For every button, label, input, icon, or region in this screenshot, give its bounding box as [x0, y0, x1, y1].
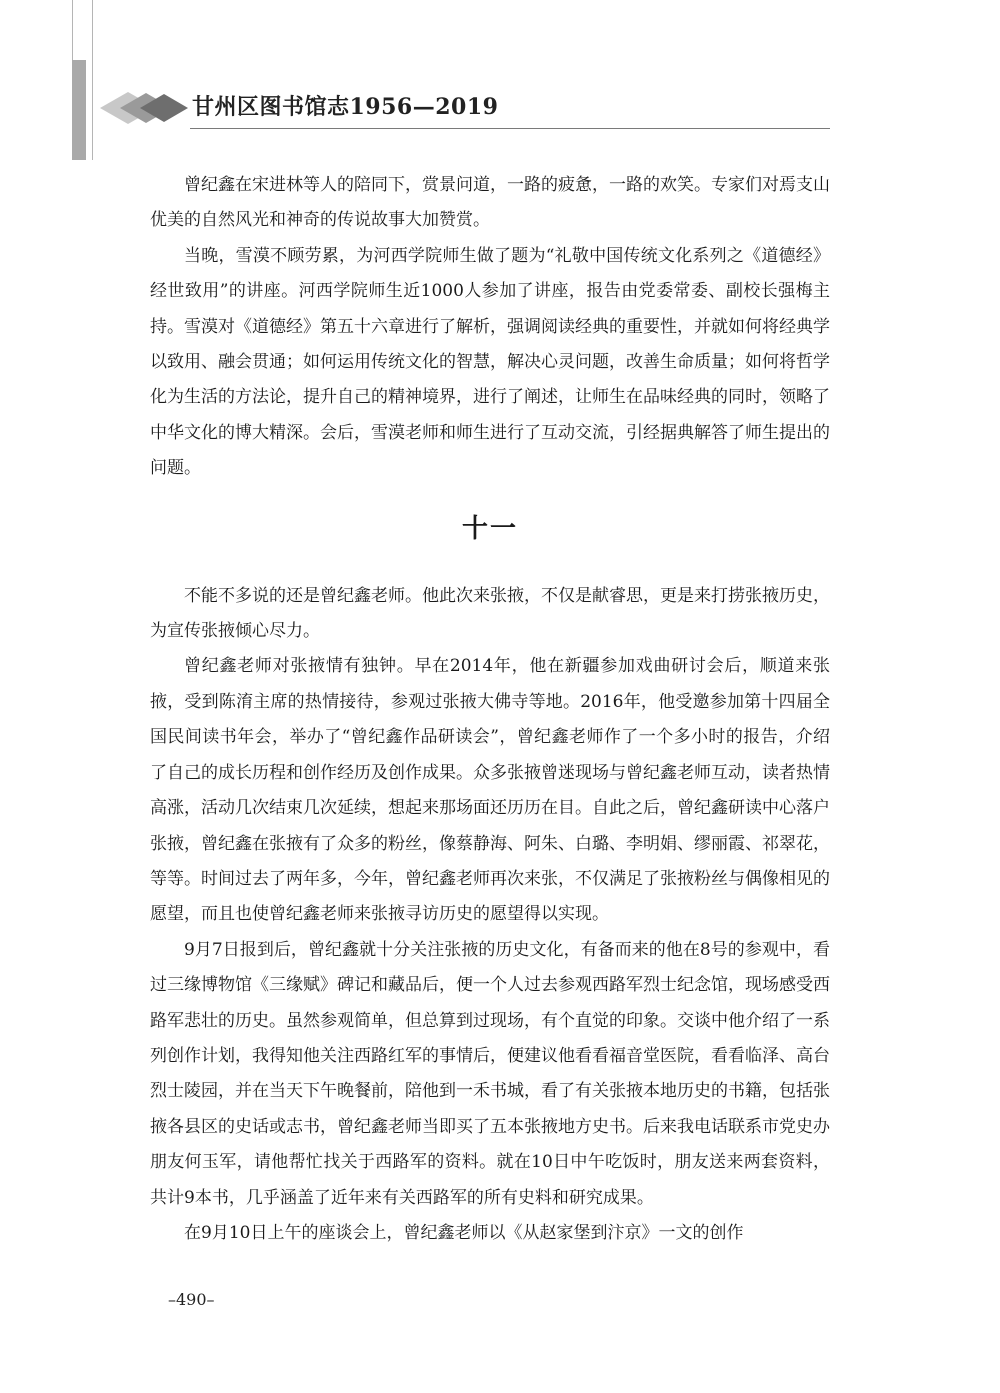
page-number: –490– — [168, 1290, 215, 1309]
body-text — [150, 168, 830, 1251]
section-heading: 十一 — [461, 513, 518, 544]
header-diamond-ornament — [100, 86, 190, 130]
paragraph: 当晚，雪漠不顾劳累，为河西学院师生做了题为“礼敬中国传统文化系列之《道德经》经世致用”的讲座。河西学院师生近1000人参加了讲座，报告由党委常委、副校长强梅主持。雪漠对《道德经》第五十六章进行了解析，强调阅读经典的重要性，并就如何将经典学以致用、融会贯通；如何运用传统文化的智慧，解决心灵问题，改善生命质量；如何将哲学化为生活的方法论，提升自己的精神境界，进行了阐述，让师生在品味经典的同时，领略了中华文化的博大精深。会后，雪漠老师和师生进行了互动交流，引经据典解答了师生提出的问题。 — [150, 245, 830, 479]
header-side-bar — [72, 60, 86, 160]
paragraph: 曾纪鑫在宋进林等人的陪同下，赏景问道，一路的疲惫，一路的欢笑。专家们对焉支山优美的自然风光和神奇的传说故事大加赞赏。 — [150, 175, 830, 231]
header-rule — [190, 128, 830, 129]
paragraph: 9月7日报到后，曾纪鑫就十分关注张掖的历史文化，有备而来的他在8号的参观中，看过三缘博物馆《三缘赋》碑记和藏品后，便一个人过去参观西路军烈士纪念馆，现场感受西路军悲壮的历史。虽然参观简单，但总算到过现场，有个直觉的印象。交谈中他介绍了一系列创作计划，我得知他关注西路红军的事情后，便建议他看看福音堂医院，看看临泽、高台烈士陵园，并在当天下午晚餐前，陪他到一禾书城，看了有关张掖本地历史的书籍，包括张掖各县区的史话或志书，曾纪鑫老师当即买了五本张掖地方史书。后来我电话联系市党史办朋友何玉军，请他帮忙找关于西路军的资料。就在10日中午吃饭时，朋友送来两套资料，共计9本书，几乎涵盖了近年来有关西路军的所有史料和研究成果。 — [150, 939, 830, 1208]
paragraph: 不能不多说的还是曾纪鑫老师。他此次来张掖，不仅是献睿思，更是来打捞张掖历史，为宣传张掖倾心尽力。 — [150, 585, 830, 642]
running-header-title: 甘州区图书馆志1956—2019 — [192, 94, 499, 120]
margin-line-inner — [92, 0, 93, 160]
paragraph: 在9月10日上午的座谈会上，曾纪鑫老师以《从赵家堡到汴京》一文的创作 — [184, 1222, 744, 1243]
paragraph: 曾纪鑫老师对张掖情有独钟。早在2014年，他在新疆参加戏曲研讨会后，顺道来张掖，受到陈淯主席的热情接待，参观过张掖大佛寺等地。2016年，他受邀参加第十四届全国民间读书年会，举办了“曾纪鑫作品研读会”，曾纪鑫老师作了一个多小时的报告，介绍了自己的成长历程和创作经历及创作成果。众多张掖曾迷现场与曾纪鑫老师互动，读者热情高涨，活动几次结束几次延续，想起来那场面还历历在目。自此之后，曾纪鑫研读中心落户张掖，曾纪鑫在张掖有了众多的粉丝，像蔡静海、阿朱、白璐、李明娟、缪丽霞、祁翠花，等等。时间过去了两年多，今年，曾纪鑫老师再次来张，不仅满足了张掖粉丝与偶像相见的愿望，而且也使曾纪鑫老师来张掖寻访历史的愿望得以实现。 — [150, 656, 830, 925]
